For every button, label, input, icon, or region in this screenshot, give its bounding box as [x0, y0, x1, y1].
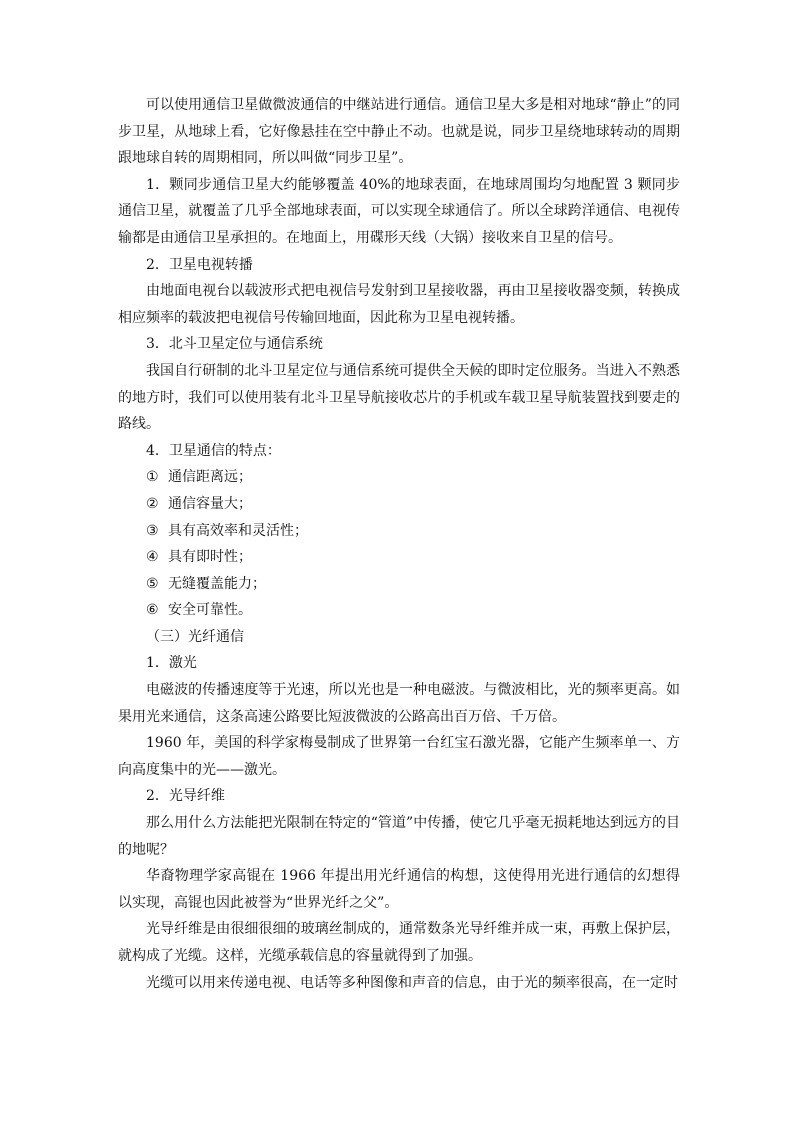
paragraph-sync-satellite: 可以使用通信卫星做微波通信的中继站进行通信。通信卫星大多是相对地球“静止”的同步卫星，从地球上看，它好像悬挂在空中静止不动。也就是说，同步卫星绕地球转动的周期跟地球自转的周期相同，所以叫做“同步卫星”。: [118, 97, 680, 167]
paragraph-cable-use: 光缆可以用来传递电视、电话等多种图像和声音的信息，由于光的频率很高，在一定时: [146, 974, 678, 991]
heading-optical-fiber: 2．光导纤维: [146, 788, 225, 805]
paragraph-question: 那么用什么方法能把光限制在特定的“管道”中传播，使它几乎毫无损耗地达到远方的目的地呢？: [118, 815, 680, 858]
paragraph-beidou: 我国自行研制的北斗卫星定位与通信系统可提供全天候的即时定位服务。当进入不熟悉的地方时，我们可以使用装有北斗卫星导航接收芯片的手机或车载卫星导航装置找到要走的路线。: [118, 362, 680, 433]
feature-number: ⑥: [146, 602, 159, 619]
feature-item: [118, 491, 680, 518]
heading-beidou: 3．北斗卫星定位与通信系统: [146, 336, 323, 353]
paragraph-maiman: 1960 年，美国的科学家梅曼制成了世界第一台红宝石激光器，它能产生频率单一、方向高度集中的光——激光。: [118, 735, 680, 778]
feature-text: 无缝覆盖能力；: [168, 575, 266, 592]
feature-number: ⑤: [146, 575, 159, 592]
feature-number: ①: [146, 469, 159, 486]
document-page: [118, 92, 680, 996]
feature-text: 通信容量大；: [168, 495, 252, 512]
feature-item: [118, 464, 680, 491]
feature-text: 通信距离远；: [168, 469, 252, 486]
feature-item: [118, 571, 680, 598]
feature-number: ④: [146, 549, 159, 566]
feature-number: ③: [146, 522, 159, 539]
heading-laser: 1．激光: [146, 655, 197, 672]
feature-text: 具有即时性；: [168, 549, 252, 566]
paragraph-coverage: 1．颗同步通信卫星大约能够覆盖 40%的地球表面，在地球周围均匀地配置 3 颗同步通信卫星，就覆盖了几乎全部地球表面，可以实现全球通信了。所以全球跨洋通信、电视传输都是由通信卫星承担的。在地面上，用碟形天线（大锅）接收来自卫星的信号。: [118, 176, 680, 246]
paragraph-light-em: 电磁波的传播速度等于光速，所以光也是一种电磁波。与微波相比，光的频率更高。如果用光来通信，这条高速公路要比短波微波的公路高出百万倍、千万倍。: [118, 682, 680, 725]
feature-text: 具有高效率和灵活性；: [168, 522, 308, 539]
section-heading-fiber: （三）光纤通信: [146, 628, 244, 645]
feature-text: 安全可靠性。: [168, 602, 252, 619]
feature-item: [118, 544, 680, 571]
heading-satellite-tv: 2．卫星电视转播: [146, 256, 253, 273]
paragraph-fiber-cable: 光导纤维是由很细很细的玻璃丝制成的，通常数条光导纤维并成一束，再敷上保护层，就构成了光缆。这样，光缆承载信息的容量就得到了加强。: [118, 921, 680, 964]
paragraph-kao: 华裔物理学家高锟在 1966 年提出用光纤通信的构想，这使得用光进行通信的幻想得以实现，高锟也因此被誉为“世界光纤之父”。: [118, 868, 680, 911]
feature-number: ②: [146, 495, 159, 512]
feature-item: [118, 518, 680, 545]
heading-features: 4．卫星通信的特点：: [146, 442, 281, 459]
feature-item: [118, 597, 680, 624]
paragraph-satellite-tv: 由地面电视台以载波形式把电视信号发射到卫星接收器，再由卫星接收器变频，转换成相应频率的载波把电视信号传输回地面，因此称为卫星电视转播。: [118, 283, 680, 326]
